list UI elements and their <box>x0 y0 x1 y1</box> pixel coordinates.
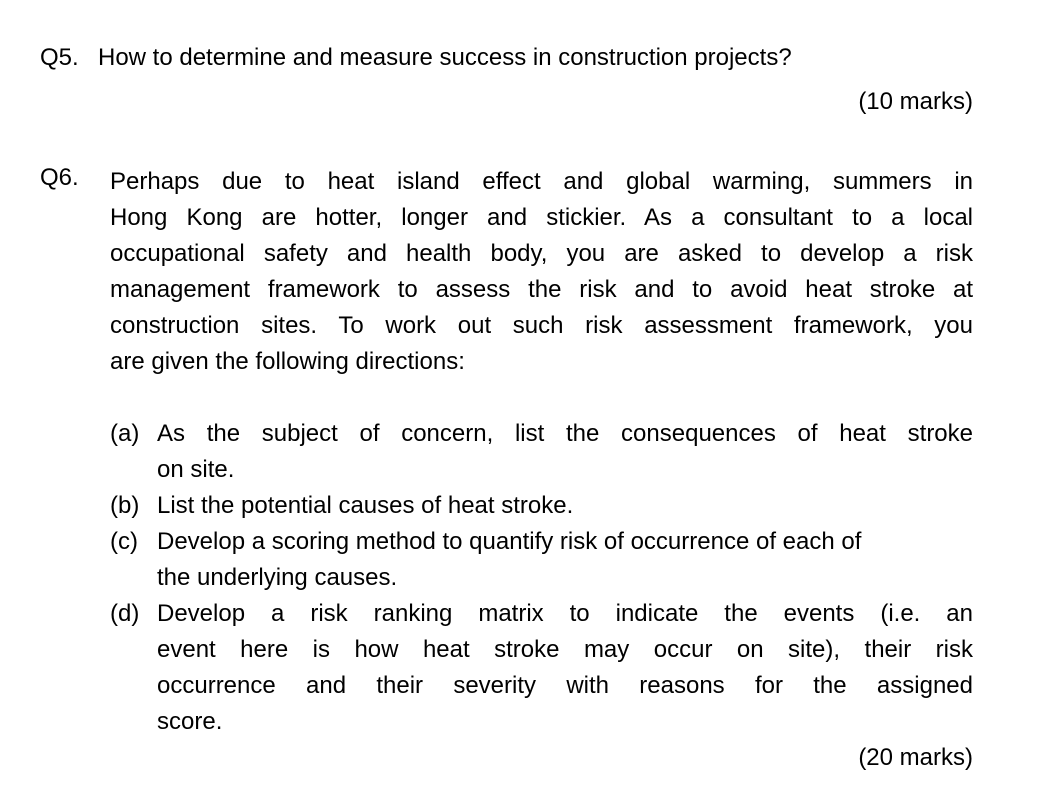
part-a-label: (a) <box>110 420 140 447</box>
part-d-line: occurrence and their severity with reasons for the assigned <box>157 672 973 699</box>
part-c-line: the underlying causes. <box>157 564 398 591</box>
part-b-label: (b) <box>110 492 140 519</box>
part-a-line: As the subject of concern, list the consequences of heat stroke <box>157 420 973 447</box>
q5-text: How to determine and measure success in construction projects? <box>98 44 792 71</box>
q6-number: Q6. <box>40 164 79 191</box>
part-b-text <box>157 488 973 524</box>
part-c-label: (c) <box>110 528 138 555</box>
q6-stem-line: Hong Kong are hotter, longer and stickier. As a consultant to a local <box>110 204 973 231</box>
q6-stem <box>110 164 973 380</box>
part-a-line: on site. <box>157 456 235 483</box>
q5-marks: (10 marks) <box>858 88 973 115</box>
q6-stem-line: management framework to assess the risk and to avoid heat stroke at <box>110 276 973 303</box>
q6-stem-line: Perhaps due to heat island effect and global warming, summers in <box>110 168 973 195</box>
part-d-line: event here is how heat stroke may occur on site), their risk <box>157 636 973 663</box>
part-b-line: List the potential causes of heat stroke. <box>157 492 574 519</box>
q6-stem-line: construction sites. To work out such risk assessment framework, you <box>110 312 973 339</box>
part-d-text <box>157 596 973 740</box>
q6-marks: (20 marks) <box>858 744 973 771</box>
part-d-label: (d) <box>110 600 140 627</box>
q6-stem-line: are given the following directions: <box>110 348 465 375</box>
q6-stem-line: occupational safety and health body, you are asked to develop a risk <box>110 240 973 267</box>
part-a-text <box>157 416 973 488</box>
part-c-text <box>157 524 973 596</box>
part-d-line: score. <box>157 708 223 735</box>
part-c-line: Develop a scoring method to quantify risk of occurrence of each of <box>157 528 862 555</box>
q5-number: Q5. <box>40 44 79 71</box>
part-d-line: Develop a risk ranking matrix to indicate the events (i.e. an <box>157 600 973 627</box>
